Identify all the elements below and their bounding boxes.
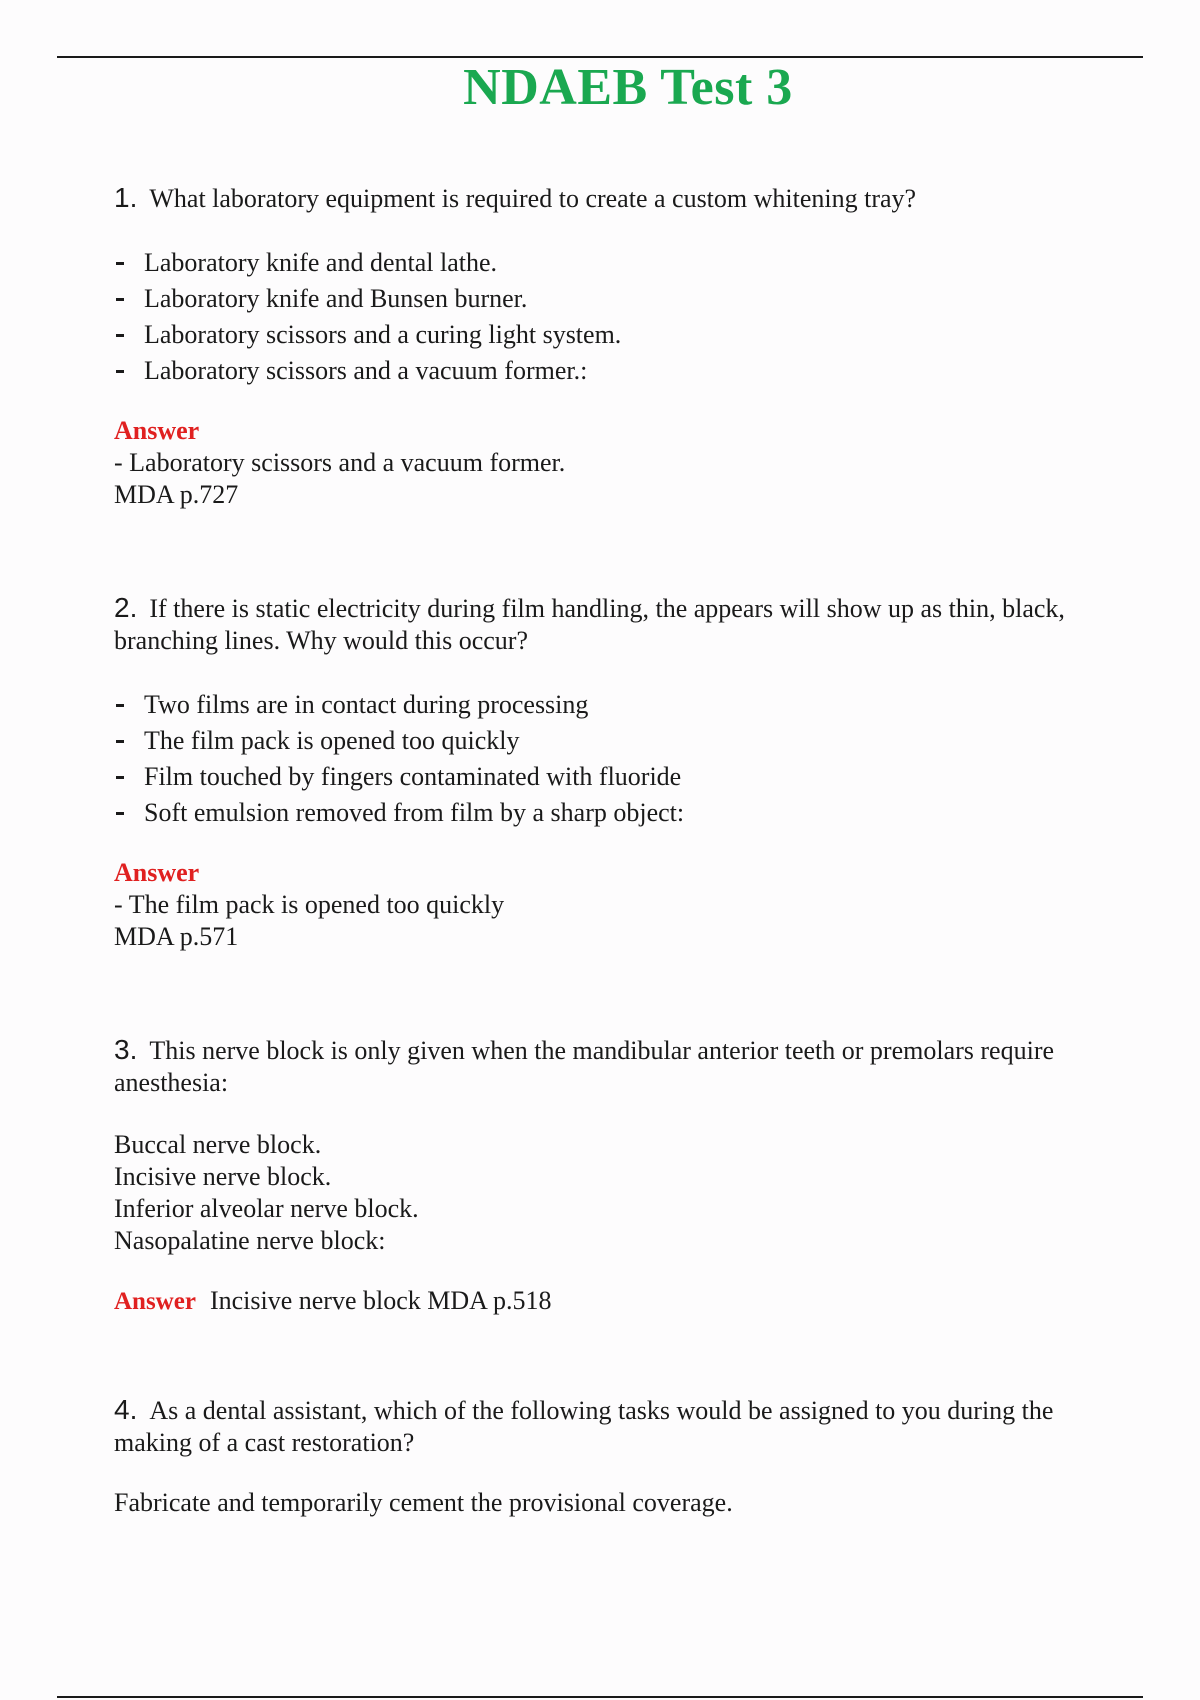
option-item: Incisive nerve block. — [114, 1162, 332, 1191]
option-item: Film touched by fingers contaminated with fluoride — [114, 759, 1134, 795]
option-item: Inferior alveolar nerve block. — [114, 1194, 419, 1223]
question-text — [114, 1394, 1134, 1459]
question-number: 3. — [114, 1034, 138, 1065]
options-list — [114, 687, 1134, 831]
option-item: Laboratory knife and dental lathe. — [114, 245, 1134, 281]
answer-label: Answer — [114, 1288, 196, 1315]
option-item: Soft emulsion removed from film by a sharp object: — [114, 795, 1134, 831]
question-number: 1. — [114, 182, 138, 213]
question-3 — [114, 1034, 1134, 1318]
option-item: Fabricate and temporarily cement the provisional coverage. — [114, 1488, 733, 1517]
question-prompt: What laboratory equipment is required to create a custom whitening tray? — [149, 184, 917, 213]
answer-block — [114, 415, 1134, 511]
question-text — [114, 592, 1134, 657]
answer-text: - Laboratory scissors and a vacuum former. — [114, 448, 566, 477]
question-prompt: As a dental assistant, which of the following tasks would be assigned to you during the making of a cast restoration? — [114, 1396, 1054, 1457]
question-4 — [114, 1394, 1134, 1519]
page-title: NDAEB Test 3 — [463, 59, 793, 116]
answer-reference: MDA p.571 — [114, 922, 239, 951]
question-prompt: If there is static electricity during film handling, the appears will show up as thin, black, branching lines. Why would this occur? — [114, 594, 1065, 655]
option-item: The film pack is opened too quickly — [114, 723, 1134, 759]
option-item: Laboratory scissors and a vacuum former.: — [114, 353, 1134, 389]
option-item: Two films are in contact during processing — [114, 687, 1134, 723]
question-1 — [114, 182, 1134, 511]
option-item: Nasopalatine nerve block: — [114, 1226, 386, 1255]
question-text — [114, 182, 1134, 215]
answer-label: Answer — [114, 858, 200, 887]
question-2 — [114, 592, 1134, 953]
answer-text: - The film pack is opened too quickly — [114, 890, 505, 919]
question-text — [114, 1034, 1134, 1099]
answer-reference: MDA p.727 — [114, 480, 239, 509]
answer-label: Answer — [114, 416, 200, 445]
option-item: Laboratory knife and Bunsen burner. — [114, 281, 1134, 317]
option-item: Laboratory scissors and a curing light system. — [114, 317, 1134, 353]
options-list — [114, 1129, 1134, 1257]
option-item: Buccal nerve block. — [114, 1130, 322, 1159]
options-list — [114, 245, 1134, 389]
question-number: 2. — [114, 592, 138, 623]
answer-block — [114, 857, 1134, 953]
answer-block — [114, 1285, 1134, 1318]
question-number: 4. — [114, 1394, 138, 1425]
question-prompt: This nerve block is only given when the mandibular anterior teeth or premolars require anesthesia: — [114, 1036, 1055, 1097]
bottom-rule — [57, 1696, 1143, 1698]
answer-text: Incisive nerve block MDA p.518 — [209, 1286, 552, 1315]
